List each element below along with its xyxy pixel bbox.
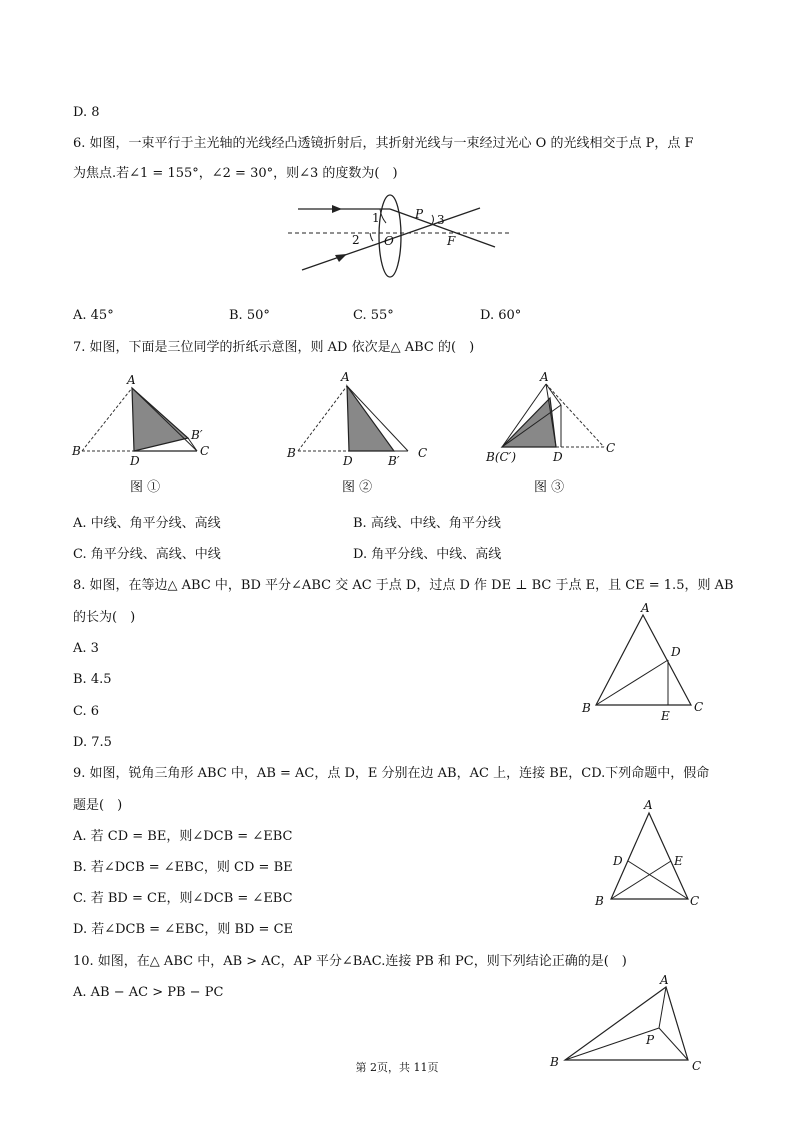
q6-lens-figure xyxy=(280,193,520,283)
svg-text:P: P xyxy=(646,1033,655,1047)
svg-text:C: C xyxy=(200,444,210,458)
q6-stem-line1: 6. 如图，一束平行于主光轴的光线经凸透镜折射后，其折射光线与一束经过光心 O 的光线相交于点 P，点 F xyxy=(73,136,694,151)
q6-option-d: D. 60° xyxy=(480,308,522,323)
q6-stem-line2: 为焦点.若∠1 = 155°，∠2 = 30°，则∠3 的度数为( ) xyxy=(73,166,398,181)
q7-option-c: C. 角平分线、高线、中线 xyxy=(73,547,221,562)
q6-option-c: C. 55° xyxy=(353,308,394,323)
q7-figure-3 xyxy=(484,368,634,500)
svg-text:E: E xyxy=(674,854,683,868)
q9-option-a: A. 若 CD = BE，则∠DCB = ∠EBC xyxy=(73,829,293,844)
q5-option-d: D. 8 xyxy=(73,105,100,120)
q8-stem-line2: 的长为( ) xyxy=(73,610,136,625)
q7-option-d: D. 角平分线、中线、高线 xyxy=(353,547,502,562)
svg-text:C: C xyxy=(692,1059,702,1073)
svg-text:E: E xyxy=(661,709,670,723)
svg-text:A: A xyxy=(540,370,549,384)
label-f: F xyxy=(447,234,456,248)
q9-stem-line2: 题是( ) xyxy=(73,798,123,813)
q6-option-b: B. 50° xyxy=(229,308,270,323)
label-3: 3 xyxy=(437,213,445,227)
arrow-1 xyxy=(332,205,342,213)
svg-text:A: A xyxy=(660,973,669,987)
page-footer: 第 2页，共 11页 xyxy=(355,1061,439,1074)
folded-region xyxy=(347,386,394,451)
q7-option-b: B. 高线、中线、角平分线 xyxy=(353,516,501,531)
svg-text:B: B xyxy=(595,894,604,908)
q8-option-b: B. 4.5 xyxy=(73,672,112,687)
label-1: 1 xyxy=(372,211,380,225)
q8-stem-line1: 8. 如图，在等边△ ABC 中，BD 平分∠ABC 交 AC 于点 D，过点 D 作 DE ⊥ BC 于点 E，且 CE = 1.5，则 AB xyxy=(73,578,734,593)
svg-text:C: C xyxy=(606,441,616,455)
svg-text:A: A xyxy=(641,601,650,615)
q8-option-a: A. 3 xyxy=(73,641,99,656)
q7-stem: 7. 如图，下面是三位同学的折纸示意图，则 AD 依次是△ ABC 的( ) xyxy=(73,340,475,355)
svg-text:B: B xyxy=(72,444,81,458)
q9-figure xyxy=(590,795,710,915)
q8-option-d: D. 7.5 xyxy=(73,735,112,750)
q6-option-a: A. 45° xyxy=(73,308,114,323)
q9-option-b: B. 若∠DCB = ∠EBC，则 CD = BE xyxy=(73,860,293,875)
svg-text:C: C xyxy=(418,446,428,460)
q7-figure-2 xyxy=(284,368,434,500)
q8-figure xyxy=(578,600,718,725)
svg-text:A: A xyxy=(127,373,136,387)
svg-text:D: D xyxy=(671,645,681,659)
svg-text:D: D xyxy=(343,454,353,468)
svg-text:B(C′): B(C′) xyxy=(486,450,517,464)
svg-text:B′: B′ xyxy=(388,454,400,468)
caption-fig3: 图 ③ xyxy=(534,480,565,495)
svg-text:A: A xyxy=(644,798,653,812)
q7-option-a: A. 中线、角平分线、高线 xyxy=(73,516,221,531)
q7-figure-1 xyxy=(70,368,220,500)
folded-region xyxy=(132,388,188,451)
folded-region xyxy=(502,398,556,447)
svg-text:B: B xyxy=(582,701,591,715)
svg-text:C: C xyxy=(694,700,704,714)
q9-option-d: D. 若∠DCB = ∠EBC，则 BD = CE xyxy=(73,922,294,937)
svg-text:D: D xyxy=(130,454,140,468)
label-2: 2 xyxy=(352,233,360,247)
svg-text:D: D xyxy=(613,854,623,868)
svg-text:B: B xyxy=(287,446,296,460)
angle-arc-3 xyxy=(432,215,434,224)
svg-text:C: C xyxy=(690,894,700,908)
angle-arc-2 xyxy=(370,233,373,241)
arrow-2 xyxy=(335,254,347,262)
svg-text:B′: B′ xyxy=(191,428,203,442)
label-o: O xyxy=(384,234,394,248)
caption-fig2: 图 ② xyxy=(342,480,373,495)
svg-text:D: D xyxy=(553,450,563,464)
q10-option-a: A. AB − AC > PB − PC xyxy=(73,985,224,1000)
svg-text:B: B xyxy=(550,1055,559,1069)
label-p: P xyxy=(415,207,424,221)
q10-stem: 10. 如图，在△ ABC 中，AB > AC，AP 平分∠BAC.连接 PB 和 PC，则下列结论正确的是( ) xyxy=(73,954,627,969)
svg-text:A: A xyxy=(341,370,350,384)
q9-stem-line1: 9. 如图，锐角三角形 ABC 中，AB = AC，点 D，E 分别在边 AB，AC 上，连接 BE，CD.下列命题中，假命 xyxy=(73,766,710,781)
q9-option-c: C. 若 BD = CE，则∠DCB = ∠EBC xyxy=(73,891,293,906)
q8-option-c: C. 6 xyxy=(73,704,100,719)
caption-fig1: 图 ① xyxy=(130,480,161,495)
